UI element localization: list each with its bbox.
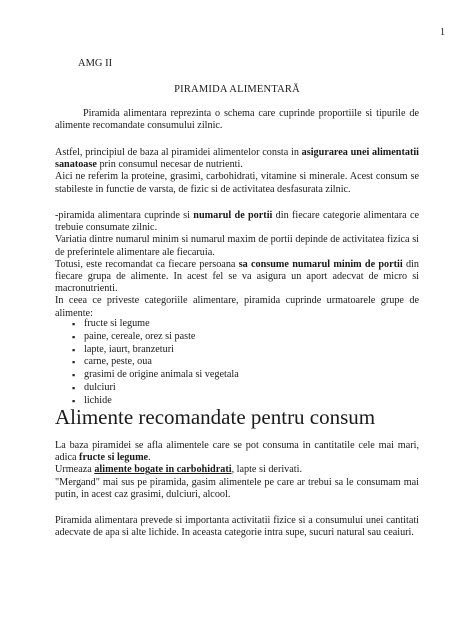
- list-item-label: paine, cereale, orez si paste: [84, 330, 196, 342]
- bullet-icon: ▪: [72, 382, 76, 393]
- list-item-label: lichide: [84, 394, 112, 406]
- list-item: [72, 318, 239, 331]
- course-label: AMG II: [78, 58, 113, 69]
- list-item-label: lapte, iaurt, branzeturi: [84, 343, 174, 355]
- principle-emphasis-b: sanatoase: [55, 159, 97, 171]
- portions-line-9: alimente:: [55, 307, 93, 319]
- activity-paragraph: [55, 515, 419, 539]
- recommended-line-4: "Mergand" mai sus pe piramida, gasim alimentele pe care ar trebui sa le consumam mai: [55, 476, 419, 488]
- list-item-label: dulciuri: [84, 381, 116, 393]
- list-item: [72, 331, 239, 344]
- portions-emphasis-b: sa consume numarul minim de portii: [238, 258, 403, 270]
- portions-paragraph: [55, 210, 419, 320]
- recommended-line-3: [55, 464, 419, 476]
- list-item-label: carne, peste, oua: [84, 356, 152, 368]
- intro-paragraph: [55, 108, 419, 132]
- portions-line-6: fiecare grupa de alimente. In acest fel se va asigura un aport adecvat de micro si: [55, 271, 419, 283]
- portions-line-3: Variatia dintre numarul minim si numarul maxim de portii depinde de activitatea fizica si: [55, 234, 419, 246]
- portions-line-4: de preferintele alimentare ale fiecaruia.: [55, 246, 215, 258]
- recommended-line-5: putin, in acest caz grasimi, dulciuri, alcool.: [55, 488, 231, 500]
- principle-line-2: [55, 159, 419, 171]
- page-number: 1: [440, 27, 445, 38]
- portions-emphasis-a: numarul de portii: [193, 210, 273, 221]
- portions-text-a: -piramida alimentara cuprinde si: [55, 210, 194, 221]
- portions-line-5: [55, 259, 419, 271]
- recommended-emphasis-b: alimente bogate in carbohidrati: [94, 464, 232, 476]
- recommended-text-a: adica: [55, 452, 80, 464]
- intro-line-1: Piramida alimentara reprezinta o schema care cuprinde proportiile si tipurile de: [83, 108, 419, 119]
- bullet-icon: ▪: [72, 319, 76, 329]
- portions-text-b: din fiecare categorie alimentara ce: [272, 210, 419, 221]
- recommended-text-b: .: [148, 452, 151, 464]
- food-groups-list: [72, 318, 239, 408]
- list-item: [72, 382, 239, 395]
- portions-line-2: trebuie consumate zilnic.: [55, 222, 158, 234]
- principle-paragraph: [55, 147, 419, 196]
- portions-text-c: Totusi, este recomandat ca fiecare persoana: [55, 258, 239, 270]
- section-heading: Alimente recomandate pentru consum: [55, 405, 376, 429]
- document-title: PIRAMIDA ALIMENTARĂ: [174, 84, 300, 95]
- activity-line-2: adecvate de apa si alte lichide. In aceasta categorie intra supe, sucuri natural sau ceaiuri.: [55, 527, 414, 539]
- recommended-text-c: Urmeaza: [55, 464, 95, 476]
- portions-line-8: In ceea ce priveste categoriile alimentare, piramida cuprinde urmatoarele grupe de: [55, 295, 419, 307]
- portions-line-7: macronutrienti.: [55, 283, 118, 295]
- list-item: [72, 344, 239, 357]
- recommended-line-2: [55, 452, 419, 464]
- list-item: [72, 356, 239, 369]
- bullet-icon: ▪: [72, 357, 76, 368]
- intro-line-2: alimente recomandate consumului zilnic.: [55, 120, 223, 132]
- list-item: [72, 369, 239, 382]
- principle-emphasis-a: asigurarea unei alimentatii: [301, 147, 420, 158]
- bullet-icon: ▪: [72, 370, 76, 381]
- bullet-icon: ▪: [72, 395, 76, 406]
- portions-text-d: din: [402, 258, 419, 270]
- recommended-paragraph: [55, 440, 419, 501]
- bullet-icon: ▪: [72, 344, 76, 355]
- recommended-text-d: , lapte si derivati.: [231, 464, 303, 476]
- portions-line-1: [55, 210, 419, 222]
- activity-line-1: Piramida alimentara prevede si importanta activitatii fizice si a consumului unei cantitati: [55, 515, 419, 526]
- principle-line-4: stabileste in functie de varsta, de fizic si de activitatea desfasurata zilnic.: [55, 183, 351, 195]
- principle-text-a: Astfel, principiul de baza al piramidei alimentelor consta in: [55, 147, 302, 158]
- recommended-emphasis-a: fructe si legume: [79, 452, 149, 464]
- list-item-label: grasimi de origine animala si vegetala: [84, 369, 239, 381]
- principle-text-b: prin consumul necesar de nutrienti.: [96, 159, 243, 171]
- principle-line-1: [55, 147, 419, 159]
- list-item-label: fructe si legume: [84, 318, 150, 329]
- principle-line-3: Aici ne referim la proteine, grasimi, carbohidrati, vitamine si minerale. Acest consum se: [55, 171, 419, 183]
- recommended-line-1: La baza piramidei se afla alimentele care se pot consuma in cantitatile cele mai mari,: [55, 440, 419, 451]
- bullet-icon: ▪: [72, 331, 76, 342]
